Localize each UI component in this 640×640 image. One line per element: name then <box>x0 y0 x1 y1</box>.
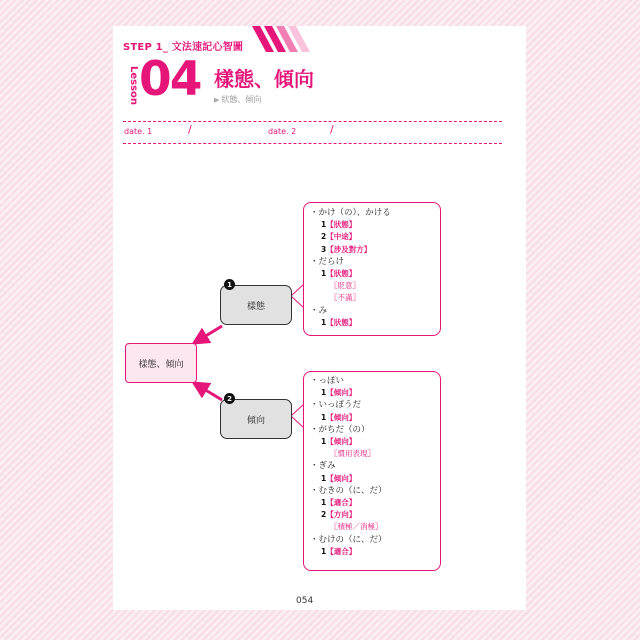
page-title: 樣態、傾向 <box>214 67 314 91</box>
grammar-meaning-row <box>310 292 440 304</box>
meaning-label: 【傾向】 <box>326 412 357 422</box>
date-2-label: date. 2 <box>268 127 297 136</box>
meaning-number: 1 <box>321 498 327 508</box>
mindmap-node-2: 傾向 <box>220 399 292 439</box>
node-1-bubble <box>303 202 441 336</box>
grammar-meaning-row <box>310 244 440 256</box>
meaning-number: 1 <box>321 220 327 230</box>
grammar-meaning-row <box>310 280 440 292</box>
meaning-label: 【中途】 <box>326 232 357 242</box>
grammar-entry-head: ・み <box>310 305 328 316</box>
grammar-meaning-row <box>310 473 440 485</box>
node-2-badge: 2 <box>224 393 235 404</box>
grammar-entry-head: ・がちだ（の） <box>310 424 370 435</box>
meaning-label: 【適合】 <box>326 498 357 508</box>
meaning-number: 2 <box>321 510 327 520</box>
grammar-meaning-row <box>310 509 440 521</box>
meaning-number: 1 <box>321 437 327 447</box>
node-1-entry-list <box>304 203 440 329</box>
meaning-number: 1 <box>321 388 327 398</box>
meaning-label: 【涉及對方】 <box>326 244 372 254</box>
meaning-number: 1 <box>321 412 327 422</box>
meaning-label: 【狀態】 <box>326 317 357 327</box>
meaning-label: 【狀態】 <box>326 220 357 230</box>
meaning-number: 2 <box>321 232 327 242</box>
grammar-meaning-row <box>310 268 440 280</box>
grammar-meaning-row <box>310 412 440 424</box>
meaning-label: 【狀態】 <box>326 269 357 279</box>
meaning-label: 【方向】 <box>326 510 357 520</box>
grammar-entry-head: ・いっぽうだ <box>310 400 362 411</box>
triangle-icon: ▶ <box>214 96 220 104</box>
usage-note: 〖積極／消極〗 <box>330 522 383 532</box>
grammar-meaning-row <box>310 521 440 533</box>
meaning-number: 1 <box>321 317 327 327</box>
date-2-slash: / <box>330 123 334 136</box>
page-number: 054 <box>296 596 314 606</box>
usage-note: 〖不滿〗 <box>330 293 360 303</box>
meaning-number: 1 <box>321 269 327 279</box>
grammar-meaning-row <box>310 497 440 509</box>
arrow-node1-to-root <box>199 326 222 340</box>
arrow-node2-to-root <box>199 386 222 400</box>
grammar-entry-head: ・っぽい <box>310 376 345 386</box>
grammar-meaning-row <box>310 317 440 329</box>
grammar-meaning-row <box>310 448 440 460</box>
subtitle-text: 狀態、傾向 <box>221 95 262 104</box>
grammar-entry-head: ・だらけ <box>310 256 345 267</box>
node-2-entry-list <box>304 372 440 558</box>
grammar-meaning-row <box>310 387 440 399</box>
usage-note: 〖貶意〗 <box>330 281 360 291</box>
grammar-entry-head: ・むけの（に、だ） <box>310 534 387 545</box>
usage-note: 〖慣用表現〗 <box>330 449 375 459</box>
meaning-label: 【適合】 <box>326 546 357 556</box>
grammar-meaning-row <box>310 219 440 231</box>
step-label: STEP 1_ 文法速記心智圖 <box>123 42 244 53</box>
grammar-meaning-row <box>310 231 440 243</box>
meaning-number: 3 <box>321 244 327 254</box>
date-1-label: date. 1 <box>124 127 153 136</box>
lesson-number: 04 <box>139 52 201 107</box>
node-2-bubble <box>303 371 441 571</box>
grammar-entry-head: ・ぎみ <box>310 461 336 472</box>
grammar-meaning-row <box>310 436 440 448</box>
grammar-entry-head: ・むきの（に、だ） <box>310 485 387 496</box>
mindmap-root: 樣態、傾向 <box>125 343 197 383</box>
meaning-label: 【傾向】 <box>326 437 357 447</box>
lesson-word: Lesson <box>128 66 139 106</box>
grammar-entry-head: ・かけ（の）、かける <box>310 208 391 218</box>
mindmap-node-1: 樣態 <box>220 285 292 325</box>
node-1-badge: 1 <box>224 279 235 290</box>
meaning-number: 1 <box>321 546 327 556</box>
meaning-number: 1 <box>321 473 327 483</box>
meaning-label: 【傾向】 <box>326 388 357 398</box>
date-1-slash: / <box>188 123 192 136</box>
grammar-meaning-row <box>310 546 440 558</box>
meaning-label: 【傾向】 <box>326 473 357 483</box>
